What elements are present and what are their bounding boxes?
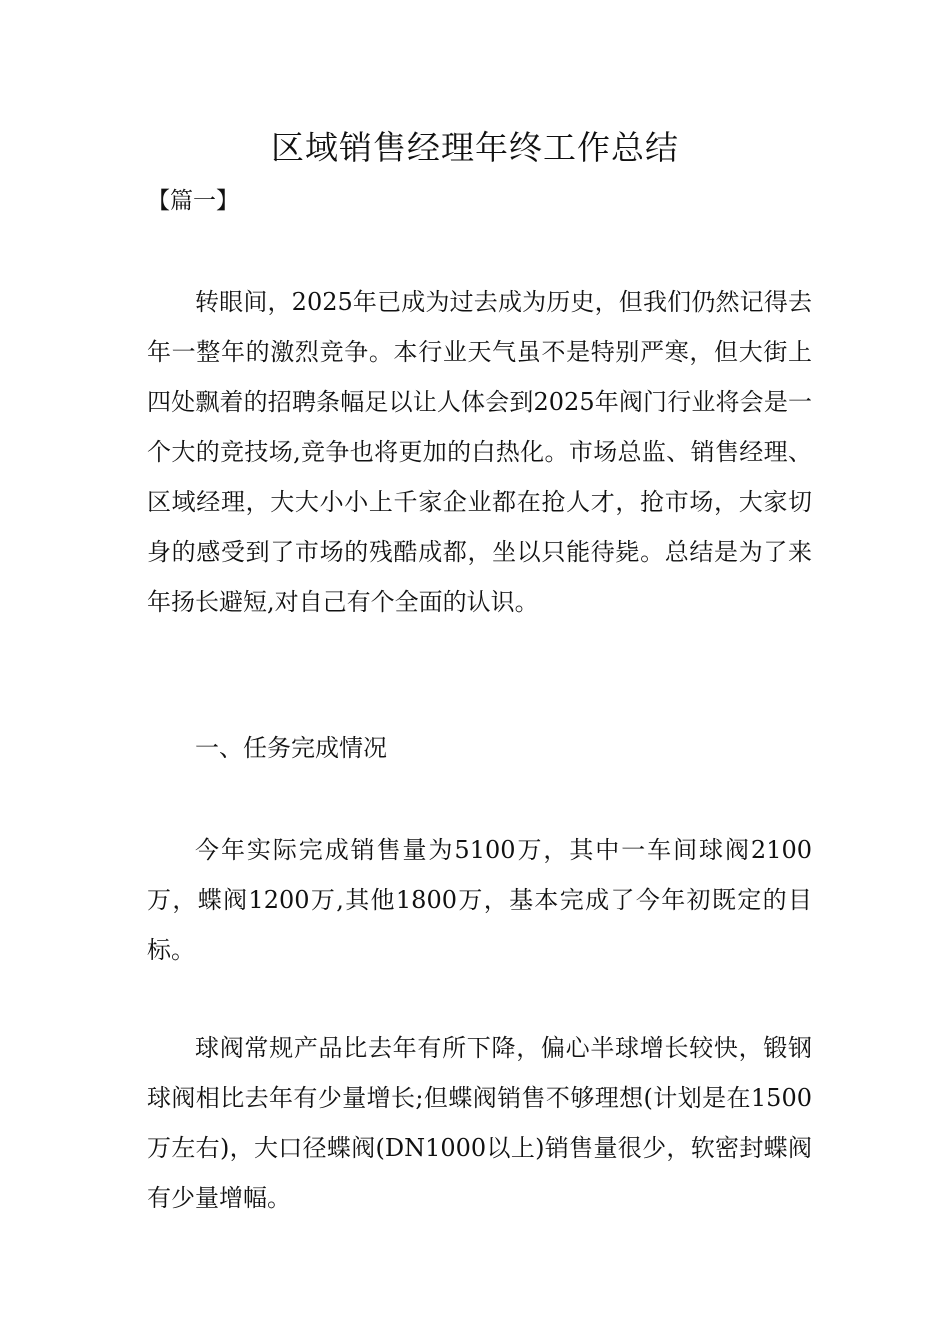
paragraph-intro: 转眼间，2025年已成为过去成为历史，但我们仍然记得去年一整年的激烈竞争。本行业天气虽不是特别严寒，但大街上四处飘着的招聘条幅足以让人体会到2025年阀门行业将会是一个大的竞技场,竞争也将更加的白热化。市场总监、销售经理、区域经理，大大小小上千家企业都在抢人才，抢市场，大家切身的感受到了市场的残酷成都，坐以只能待毙。总结是为了来年扬长避短,对自己有个全面的认识。 [147,288,812,616]
document-title: 区域销售经理年终工作总结 [271,128,679,167]
paragraph-product-analysis: 球阀常规产品比去年有所下降，偏心半球增长较快，锻钢球阀相比去年有少量增长;但蝶阀销售不够理想(计划是在1500万左右)，大口径蝶阀(DN1000以上)销售量很少，软密封蝶阀有少量增幅。 [147,1034,812,1212]
section-heading-task-completion: 一、任务完成情况 [195,734,387,762]
paragraph-sales-figures: 今年实际完成销售量为5100万，其中一车间球阀2100万，蝶阀1200万,其他1800万，基本完成了今年初既定的目标。 [147,836,812,964]
part-label: 【篇一】 [147,188,239,214]
